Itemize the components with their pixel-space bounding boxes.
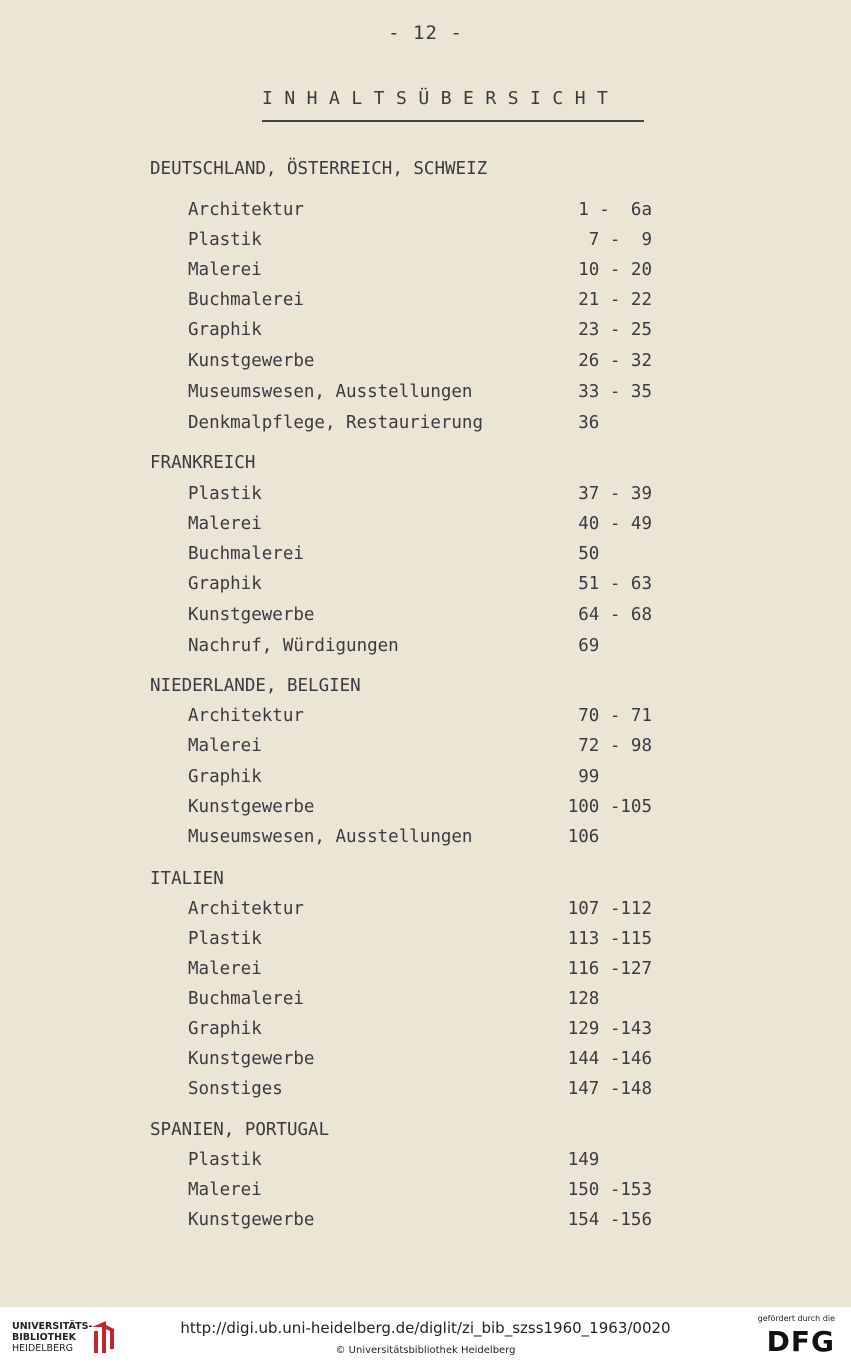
section-heading: ITALIEN (150, 869, 224, 889)
entry-label: Kunstgewerbe (188, 351, 315, 371)
entry-pages: 70 - 71 (578, 706, 652, 726)
entry-pages: 106 (567, 827, 652, 847)
entry-pages: 113 -115 (567, 929, 652, 949)
entry-label: Malerei (188, 1180, 262, 1200)
entry-label: Sonstiges (188, 1079, 283, 1099)
entry-pages: 116 -127 (567, 959, 652, 979)
section-heading: FRANKREICH (150, 453, 256, 473)
entry-label: Malerei (188, 736, 262, 756)
entry-pages: 128 (567, 989, 652, 1009)
entry-label: Plastik (188, 230, 262, 250)
page-number: - 12 - (388, 22, 463, 44)
entry-label: Graphik (188, 1019, 262, 1039)
toc-entry (0, 1180, 851, 1208)
entry-label: Malerei (188, 959, 262, 979)
entry-label: Kunstgewerbe (188, 1210, 315, 1230)
entry-pages: 26 - 32 (578, 351, 652, 371)
library-name-line1: UNIVERSITÄTS- (12, 1321, 93, 1332)
entry-label: Kunstgewerbe (188, 605, 315, 625)
entry-pages: 23 - 25 (578, 320, 652, 340)
entry-label: Nachruf, Würdigungen (188, 636, 399, 656)
entry-label: Buchmalerei (188, 544, 304, 564)
toc-entry (0, 413, 851, 441)
entry-pages: 69 (578, 636, 652, 656)
entry-pages: 37 - 39 (578, 484, 652, 504)
entry-pages: 150 -153 (567, 1180, 652, 1200)
entry-label: Plastik (188, 1150, 262, 1170)
entry-label: Buchmalerei (188, 290, 304, 310)
entry-label: Denkmalpflege, Restaurierung (188, 413, 484, 433)
document-title: INHALTSÜBERSICHT (262, 88, 620, 109)
toc-entry (0, 827, 851, 855)
entry-label: Graphik (188, 574, 262, 594)
entry-pages: 40 - 49 (578, 514, 652, 534)
entry-pages: 33 - 35 (578, 382, 652, 402)
entry-label: Graphik (188, 767, 262, 787)
entry-pages: 51 - 63 (578, 574, 652, 594)
copyright-notice: © Universitätsbibliothek Heidelberg (335, 1345, 516, 1356)
entry-label: Architektur (188, 200, 304, 220)
toc-entry (0, 706, 851, 734)
toc-entry (0, 1049, 851, 1077)
toc-entry (0, 574, 851, 602)
toc-entry (0, 989, 851, 1017)
section-heading: SPANIEN, PORTUGAL (150, 1120, 330, 1140)
entry-pages: 144 -146 (567, 1049, 652, 1069)
entry-label: Malerei (188, 514, 262, 534)
toc-entry (0, 1019, 851, 1047)
toc-entry (0, 351, 851, 379)
entry-label: Buchmalerei (188, 989, 304, 1009)
entry-pages: 99 (578, 767, 652, 787)
entry-pages: 154 -156 (567, 1210, 652, 1230)
permalink-url[interactable]: http://digi.ub.uni-heidelberg.de/diglit/zi_bib_szss1960_1963/0020 (180, 1319, 671, 1337)
entry-pages: 50 (578, 544, 652, 564)
entry-label: Graphik (188, 320, 262, 340)
entry-pages: 7 - 9 (588, 230, 652, 250)
entry-label: Museumswesen, Ausstellungen (188, 827, 473, 847)
toc-entry (0, 605, 851, 633)
section-heading: DEUTSCHLAND, ÖSTERREICH, SCHWEIZ (150, 159, 488, 179)
section-heading: NIEDERLANDE, BELGIEN (150, 676, 361, 696)
entry-pages: 21 - 22 (578, 290, 652, 310)
toc-entry (0, 514, 851, 542)
viewer-footer (0, 1307, 851, 1368)
library-name-line3: HEIDELBERG (12, 1343, 74, 1354)
toc-entry (0, 929, 851, 957)
entry-pages: 147 -148 (567, 1079, 652, 1099)
toc-entry (0, 320, 851, 348)
entry-pages: 107 -112 (567, 899, 652, 919)
entry-label: Plastik (188, 484, 262, 504)
entry-pages: 1 - 6a (578, 200, 652, 220)
toc-entry (0, 959, 851, 987)
entry-label: Plastik (188, 929, 262, 949)
toc-entry (0, 899, 851, 927)
title-underline (262, 120, 644, 122)
toc-entry (0, 797, 851, 825)
toc-entry (0, 544, 851, 572)
toc-entry (0, 1150, 851, 1178)
toc-entry (0, 736, 851, 764)
entry-pages: 129 -143 (567, 1019, 652, 1039)
toc-entry (0, 382, 851, 410)
toc-entry (0, 260, 851, 288)
funding-block (745, 1314, 835, 1358)
entry-pages: 72 - 98 (578, 736, 652, 756)
toc-entry (0, 1079, 851, 1107)
toc-entry (0, 1210, 851, 1238)
entry-label: Architektur (188, 706, 304, 726)
toc-entry (0, 636, 851, 664)
entry-label: Malerei (188, 260, 262, 280)
entry-label: Museumswesen, Ausstellungen (188, 382, 473, 402)
entry-pages: 36 (578, 413, 652, 433)
entry-pages: 10 - 20 (578, 260, 652, 280)
entry-label: Kunstgewerbe (188, 797, 315, 817)
toc-entry (0, 767, 851, 795)
toc-entry (0, 290, 851, 318)
toc-entry (0, 484, 851, 512)
entry-pages: 100 -105 (567, 797, 652, 817)
entry-pages: 149 (567, 1150, 652, 1170)
toc-entry (0, 230, 851, 258)
dfg-logo: DFG (766, 1325, 835, 1358)
entry-label: Architektur (188, 899, 304, 919)
toc-entry (0, 200, 851, 228)
library-name-line2: BIBLIOTHEK (12, 1332, 76, 1343)
entry-pages: 64 - 68 (578, 605, 652, 625)
entry-label: Kunstgewerbe (188, 1049, 315, 1069)
funding-caption: gefördert durch die (757, 1314, 835, 1323)
